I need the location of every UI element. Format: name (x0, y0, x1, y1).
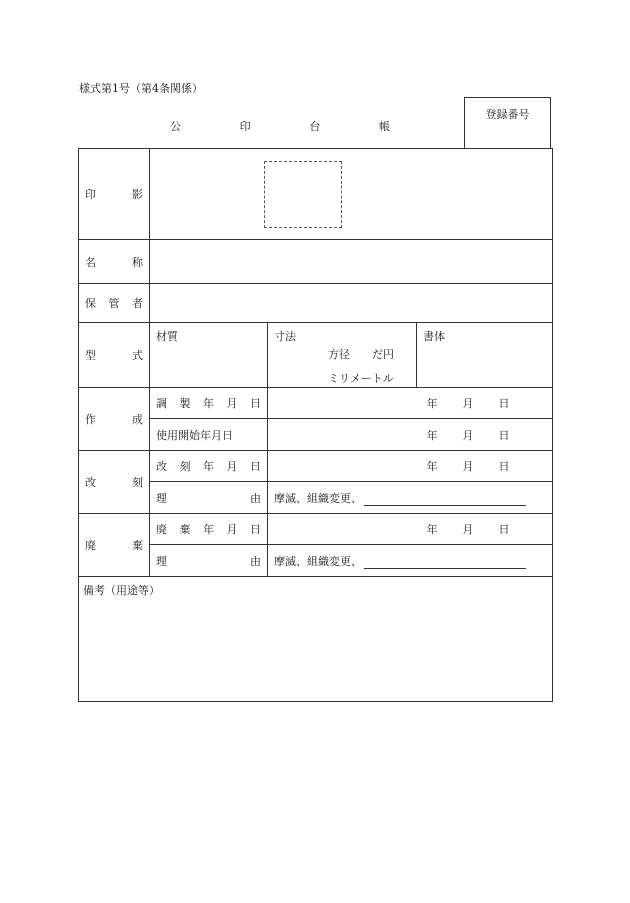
label-engraving-date: 改 刻 年 月 日 (156, 460, 261, 473)
material-label: 材質 (156, 330, 178, 343)
disposal-date-field[interactable]: 年 月 日 (268, 514, 553, 545)
seal-impression-area[interactable] (150, 149, 553, 240)
row-type (79, 323, 553, 388)
seal-impression-box[interactable] (264, 161, 342, 228)
font-style-field[interactable] (417, 323, 553, 388)
row-engraving-reason (79, 482, 553, 514)
page-title (170, 118, 390, 134)
label-made-date: 調 製 年 月 日 (156, 397, 261, 410)
reason-blank[interactable] (364, 556, 526, 569)
title-char: 台 (309, 120, 321, 133)
label-engraving: 改 刻 (85, 476, 143, 489)
label-custodian: 保 管 者 (85, 297, 143, 310)
size-shape: 方径 だ円 (328, 348, 394, 361)
seal-ledger-table (78, 148, 553, 702)
label-disposal: 廃 棄 (85, 539, 143, 552)
engraving-date-field[interactable]: 年 月 日 (268, 451, 553, 482)
material-field[interactable] (150, 323, 268, 388)
font-style-label: 書体 (423, 330, 445, 343)
row-creation-start (79, 419, 553, 451)
reason-blank[interactable] (364, 493, 526, 506)
size-unit: ミリメートル (328, 372, 394, 385)
row-engraving-date (79, 451, 553, 482)
made-date-field[interactable]: 年 月 日 (268, 388, 553, 419)
row-disposal-date (79, 514, 553, 545)
title-char: 帳 (378, 120, 390, 133)
name-field[interactable] (150, 240, 553, 284)
title-char: 印 (239, 120, 251, 133)
label-disposal-reason: 理 由 (156, 554, 261, 568)
row-disposal-reason (79, 545, 553, 577)
label-creation: 作 成 (85, 413, 143, 426)
registration-number-label: 登録番号 (485, 108, 530, 121)
custodian-field[interactable] (150, 284, 553, 323)
start-date-field[interactable]: 年 月 日 (268, 419, 553, 451)
label-start-date: 使用開始年月日 (156, 428, 233, 442)
row-seal-impression (79, 149, 553, 240)
label-seal-impression: 印 影 (85, 188, 143, 201)
label-name: 名 称 (85, 255, 143, 269)
reason-text: 摩滅、組織変更、 (274, 491, 362, 505)
label-type: 型 式 (85, 349, 143, 362)
form-number: 様式第1号（第4条関係） (79, 82, 203, 95)
disposal-reason-field[interactable] (268, 545, 553, 577)
registration-number-box[interactable] (464, 97, 551, 149)
row-creation-made (79, 388, 553, 419)
label-disposal-date: 廃 棄 年 月 日 (156, 523, 261, 536)
row-name (79, 240, 553, 284)
remarks-field[interactable] (79, 577, 553, 702)
engraving-reason-field[interactable] (268, 482, 553, 514)
remarks-label: 備考（用途等） (83, 584, 160, 597)
row-custodian (79, 284, 553, 323)
size-field[interactable] (268, 323, 417, 388)
title-char: 公 (170, 120, 181, 133)
label-engraving-reason: 理 由 (156, 491, 261, 505)
reason-text: 摩滅、組織変更、 (274, 554, 362, 568)
size-label: 寸法 (274, 330, 296, 343)
row-remarks (79, 577, 553, 702)
